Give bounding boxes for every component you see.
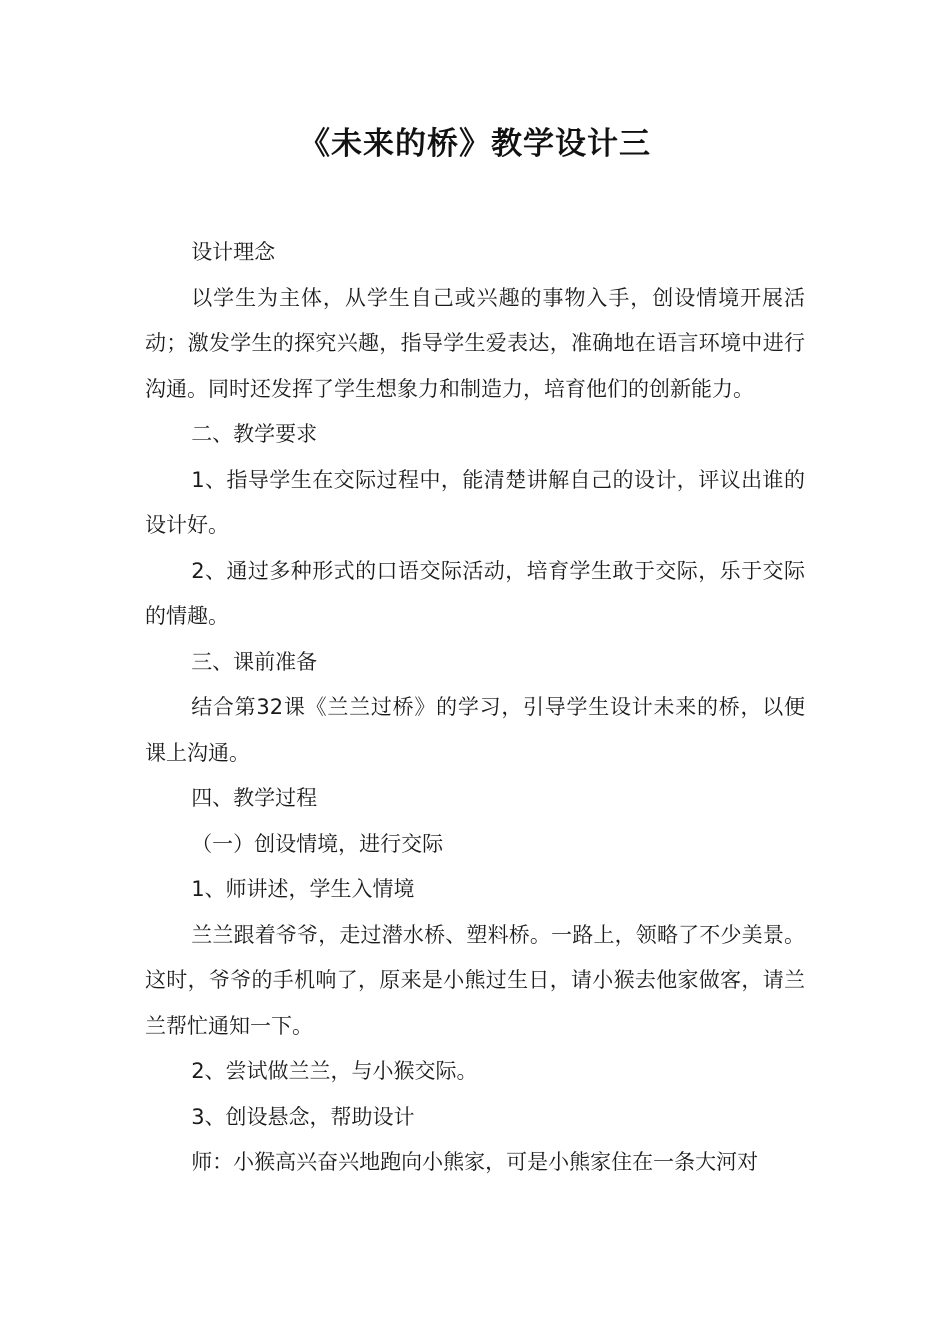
section-heading-design-concept: 设计理念 [191,240,276,264]
paragraph-story: 兰兰跟着爷爷，走过潜水桥、塑料桥。一路上，领略了不少美景。这时，爷爷的手机响了，原来是小熊过生日，请小猴去他家做客，请兰兰帮忙通知一下。 [145,922,805,1038]
paragraph-requirement-2: 2、通过多种形式的口语交际活动，培育学生敢于交际，乐于交际的情趣。 [145,558,805,628]
section-heading-preparation: 三、课前准备 [191,649,318,674]
paragraph-teacher: 师：小猴高兴奋兴地跑向小熊家，可是小熊家住在一条大河对 [191,1150,759,1174]
paragraph-preparation: 结合第32课《兰兰过桥》的学习，引导学生设计未来的桥，以便课上沟通。 [145,695,805,765]
document-body [145,230,805,1186]
paragraph-design-concept: 以学生为主体，从学生自己或兴趣的事物入手，创设情境开展活动；激发学生的探究兴趣，指导学生爱表达，准确地在语言环境中进行沟通。同时还发挥了学生想象力和制造力，培育他们的创新能力。 [145,285,805,401]
section-heading-teaching-requirements: 二、教学要求 [191,422,318,446]
document-title: 《未来的桥》教学设计三 [299,126,651,162]
subsection-heading-create-situation: （一）创设情境，进行交际 [191,831,444,856]
step-heading-1: 1、师讲述，学生入情境 [191,877,415,901]
section-heading-teaching-process: 四、教学过程 [191,786,318,810]
step-heading-3: 3、创设悬念，帮助设计 [191,1104,415,1129]
paragraph-requirement-1: 1、指导学生在交际过程中，能清楚讲解自己的设计，评议出谁的设计好。 [145,467,805,537]
step-heading-2: 2、尝试做兰兰，与小猴交际。 [191,1059,478,1083]
